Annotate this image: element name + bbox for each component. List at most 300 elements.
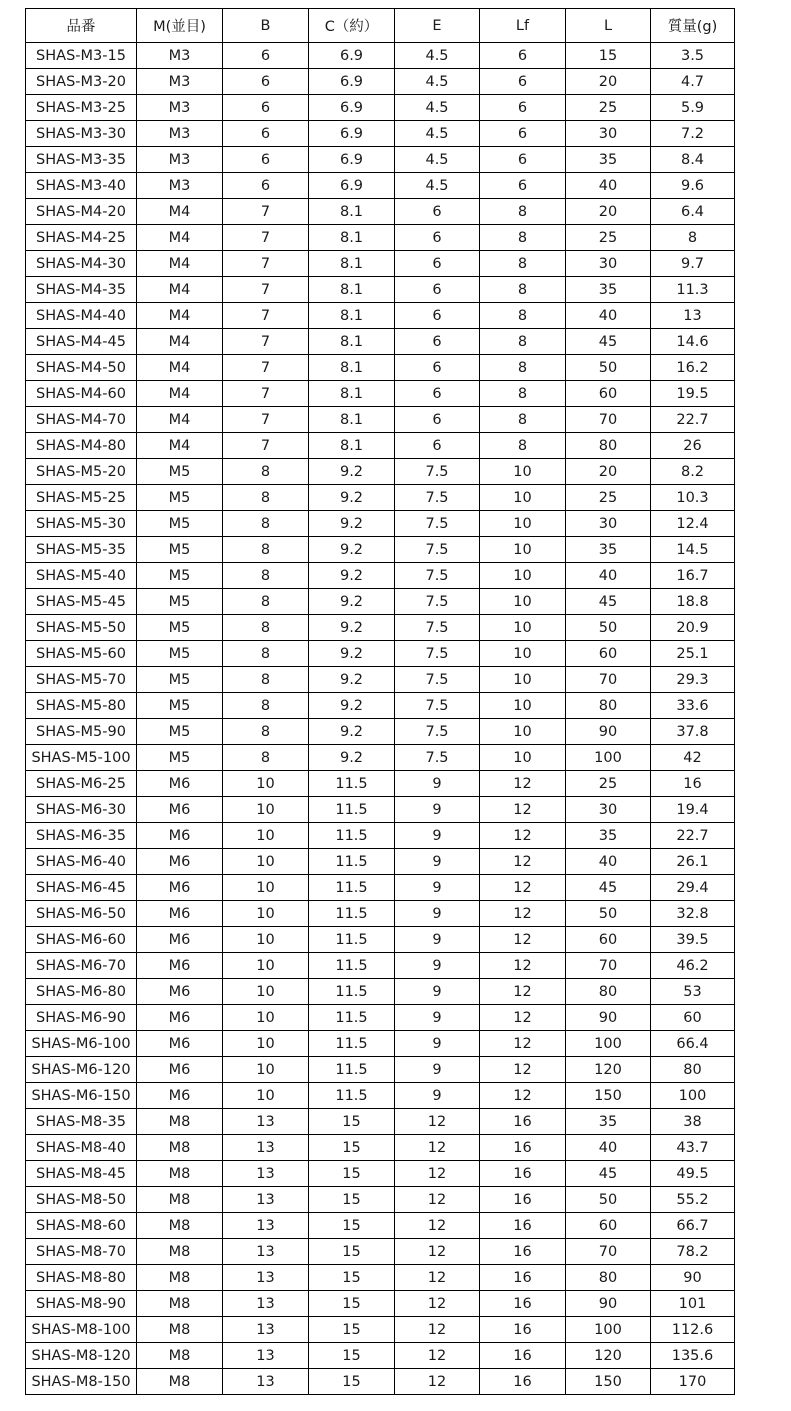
table-row [26, 771, 735, 797]
cell-part-number: SHAS-M8-70 [26, 1239, 137, 1265]
cell-part-number: SHAS-M8-150 [26, 1369, 137, 1395]
cell-mass: 14.6 [651, 329, 735, 355]
cell-part-number: SHAS-M6-35 [26, 823, 137, 849]
cell-lf: 12 [480, 979, 566, 1005]
cell-thread-size: M6 [137, 1031, 223, 1057]
cell-part-number: SHAS-M6-70 [26, 953, 137, 979]
cell-part-number: SHAS-M4-35 [26, 277, 137, 303]
cell-l: 120 [566, 1057, 651, 1083]
cell-thread-size: M3 [137, 43, 223, 69]
cell-c: 9.2 [309, 641, 395, 667]
table-row [26, 303, 735, 329]
table-row [26, 199, 735, 225]
cell-l: 50 [566, 1187, 651, 1213]
cell-lf: 8 [480, 329, 566, 355]
table-row [26, 1083, 735, 1109]
cell-mass: 19.4 [651, 797, 735, 823]
cell-b: 13 [223, 1109, 309, 1135]
cell-l: 50 [566, 901, 651, 927]
cell-b: 10 [223, 953, 309, 979]
cell-mass: 80 [651, 1057, 735, 1083]
cell-mass: 170 [651, 1369, 735, 1395]
table-row [26, 1057, 735, 1083]
table-row [26, 563, 735, 589]
table-row [26, 641, 735, 667]
cell-part-number: SHAS-M8-45 [26, 1161, 137, 1187]
cell-part-number: SHAS-M6-80 [26, 979, 137, 1005]
table-row [26, 537, 735, 563]
cell-l: 90 [566, 1005, 651, 1031]
cell-e: 9 [395, 1005, 480, 1031]
cell-b: 13 [223, 1291, 309, 1317]
cell-e: 12 [395, 1291, 480, 1317]
cell-e: 9 [395, 1083, 480, 1109]
cell-thread-size: M5 [137, 693, 223, 719]
cell-thread-size: M4 [137, 251, 223, 277]
cell-lf: 10 [480, 459, 566, 485]
cell-lf: 16 [480, 1343, 566, 1369]
cell-part-number: SHAS-M5-45 [26, 589, 137, 615]
cell-l: 70 [566, 1239, 651, 1265]
cell-e: 12 [395, 1109, 480, 1135]
cell-b: 7 [223, 407, 309, 433]
cell-mass: 33.6 [651, 693, 735, 719]
table-row [26, 121, 735, 147]
cell-thread-size: M5 [137, 641, 223, 667]
table-row [26, 823, 735, 849]
cell-b: 8 [223, 745, 309, 771]
cell-c: 9.2 [309, 537, 395, 563]
table-row [26, 693, 735, 719]
table-row [26, 485, 735, 511]
cell-thread-size: M6 [137, 901, 223, 927]
cell-lf: 8 [480, 251, 566, 277]
cell-mass: 22.7 [651, 407, 735, 433]
cell-b: 8 [223, 693, 309, 719]
cell-mass: 90 [651, 1265, 735, 1291]
cell-mass: 37.8 [651, 719, 735, 745]
cell-e: 12 [395, 1369, 480, 1395]
cell-c: 9.2 [309, 589, 395, 615]
cell-e: 9 [395, 771, 480, 797]
cell-l: 90 [566, 1291, 651, 1317]
cell-e: 9 [395, 1031, 480, 1057]
cell-part-number: SHAS-M8-90 [26, 1291, 137, 1317]
cell-l: 40 [566, 303, 651, 329]
cell-part-number: SHAS-M6-50 [26, 901, 137, 927]
table-row [26, 797, 735, 823]
cell-c: 15 [309, 1135, 395, 1161]
cell-thread-size: M3 [137, 173, 223, 199]
cell-e: 7.5 [395, 693, 480, 719]
cell-c: 8.1 [309, 199, 395, 225]
cell-b: 13 [223, 1265, 309, 1291]
cell-thread-size: M6 [137, 771, 223, 797]
cell-part-number: SHAS-M8-50 [26, 1187, 137, 1213]
cell-l: 60 [566, 1213, 651, 1239]
cell-b: 10 [223, 875, 309, 901]
cell-b: 8 [223, 459, 309, 485]
cell-l: 30 [566, 797, 651, 823]
cell-mass: 135.6 [651, 1343, 735, 1369]
cell-b: 8 [223, 615, 309, 641]
cell-lf: 8 [480, 225, 566, 251]
cell-e: 7.5 [395, 459, 480, 485]
cell-b: 8 [223, 719, 309, 745]
cell-thread-size: M4 [137, 225, 223, 251]
spec-table [25, 8, 735, 1395]
cell-l: 40 [566, 849, 651, 875]
cell-thread-size: M6 [137, 927, 223, 953]
cell-part-number: SHAS-M5-50 [26, 615, 137, 641]
cell-e: 4.5 [395, 173, 480, 199]
cell-e: 6 [395, 251, 480, 277]
header-thread-size: M(並目) [137, 9, 223, 43]
table-row [26, 1161, 735, 1187]
cell-mass: 9.7 [651, 251, 735, 277]
cell-mass: 8.4 [651, 147, 735, 173]
cell-mass: 19.5 [651, 381, 735, 407]
cell-c: 8.1 [309, 251, 395, 277]
cell-part-number: SHAS-M5-25 [26, 485, 137, 511]
cell-b: 6 [223, 69, 309, 95]
cell-mass: 16.2 [651, 355, 735, 381]
cell-thread-size: M8 [137, 1109, 223, 1135]
cell-l: 45 [566, 329, 651, 355]
cell-e: 7.5 [395, 485, 480, 511]
cell-b: 10 [223, 979, 309, 1005]
cell-lf: 12 [480, 927, 566, 953]
cell-c: 9.2 [309, 485, 395, 511]
cell-part-number: SHAS-M5-35 [26, 537, 137, 563]
cell-c: 6.9 [309, 121, 395, 147]
cell-e: 9 [395, 797, 480, 823]
cell-c: 11.5 [309, 771, 395, 797]
cell-mass: 10.3 [651, 485, 735, 511]
cell-l: 80 [566, 433, 651, 459]
cell-l: 45 [566, 589, 651, 615]
cell-c: 9.2 [309, 719, 395, 745]
cell-e: 12 [395, 1317, 480, 1343]
cell-b: 13 [223, 1317, 309, 1343]
cell-lf: 10 [480, 485, 566, 511]
cell-b: 10 [223, 823, 309, 849]
cell-c: 11.5 [309, 927, 395, 953]
cell-mass: 25.1 [651, 641, 735, 667]
cell-c: 9.2 [309, 563, 395, 589]
cell-l: 30 [566, 251, 651, 277]
cell-part-number: SHAS-M4-60 [26, 381, 137, 407]
cell-b: 7 [223, 277, 309, 303]
cell-mass: 16.7 [651, 563, 735, 589]
cell-thread-size: M5 [137, 485, 223, 511]
cell-mass: 9.6 [651, 173, 735, 199]
cell-l: 30 [566, 121, 651, 147]
cell-b: 10 [223, 771, 309, 797]
cell-thread-size: M5 [137, 615, 223, 641]
table-row [26, 1265, 735, 1291]
cell-lf: 8 [480, 381, 566, 407]
cell-l: 35 [566, 1109, 651, 1135]
cell-part-number: SHAS-M3-40 [26, 173, 137, 199]
cell-b: 8 [223, 563, 309, 589]
cell-e: 12 [395, 1187, 480, 1213]
cell-l: 45 [566, 1161, 651, 1187]
cell-c: 9.2 [309, 745, 395, 771]
table-row [26, 147, 735, 173]
cell-mass: 18.8 [651, 589, 735, 615]
table-row [26, 1187, 735, 1213]
cell-lf: 16 [480, 1187, 566, 1213]
cell-mass: 46.2 [651, 953, 735, 979]
cell-l: 80 [566, 1265, 651, 1291]
cell-c: 15 [309, 1343, 395, 1369]
cell-e: 7.5 [395, 511, 480, 537]
cell-e: 4.5 [395, 69, 480, 95]
table-row [26, 459, 735, 485]
cell-c: 8.1 [309, 433, 395, 459]
cell-e: 9 [395, 849, 480, 875]
cell-c: 11.5 [309, 901, 395, 927]
cell-lf: 16 [480, 1135, 566, 1161]
cell-part-number: SHAS-M5-80 [26, 693, 137, 719]
cell-l: 35 [566, 277, 651, 303]
cell-b: 13 [223, 1187, 309, 1213]
table-row [26, 173, 735, 199]
cell-thread-size: M5 [137, 667, 223, 693]
cell-part-number: SHAS-M6-60 [26, 927, 137, 953]
cell-mass: 7.2 [651, 121, 735, 147]
cell-lf: 12 [480, 823, 566, 849]
table-row [26, 225, 735, 251]
cell-e: 6 [395, 355, 480, 381]
cell-e: 7.5 [395, 719, 480, 745]
cell-l: 150 [566, 1369, 651, 1395]
table-row [26, 95, 735, 121]
cell-e: 4.5 [395, 43, 480, 69]
table-row [26, 381, 735, 407]
cell-thread-size: M6 [137, 823, 223, 849]
cell-c: 11.5 [309, 979, 395, 1005]
cell-part-number: SHAS-M5-40 [26, 563, 137, 589]
cell-thread-size: M5 [137, 589, 223, 615]
cell-mass: 22.7 [651, 823, 735, 849]
cell-lf: 12 [480, 1057, 566, 1083]
cell-mass: 8 [651, 225, 735, 251]
cell-c: 11.5 [309, 1083, 395, 1109]
cell-thread-size: M3 [137, 121, 223, 147]
cell-part-number: SHAS-M3-25 [26, 95, 137, 121]
cell-thread-size: M4 [137, 303, 223, 329]
cell-l: 80 [566, 693, 651, 719]
table-row [26, 1239, 735, 1265]
cell-mass: 13 [651, 303, 735, 329]
cell-c: 6.9 [309, 43, 395, 69]
cell-b: 6 [223, 147, 309, 173]
cell-part-number: SHAS-M5-100 [26, 745, 137, 771]
cell-part-number: SHAS-M8-80 [26, 1265, 137, 1291]
cell-l: 70 [566, 667, 651, 693]
cell-mass: 14.5 [651, 537, 735, 563]
cell-l: 100 [566, 745, 651, 771]
cell-lf: 16 [480, 1291, 566, 1317]
cell-b: 8 [223, 589, 309, 615]
cell-e: 9 [395, 1057, 480, 1083]
cell-part-number: SHAS-M4-70 [26, 407, 137, 433]
cell-c: 9.2 [309, 615, 395, 641]
cell-l: 20 [566, 459, 651, 485]
cell-mass: 53 [651, 979, 735, 1005]
cell-thread-size: M4 [137, 199, 223, 225]
table-row [26, 511, 735, 537]
cell-lf: 16 [480, 1265, 566, 1291]
cell-c: 6.9 [309, 173, 395, 199]
cell-part-number: SHAS-M4-40 [26, 303, 137, 329]
cell-mass: 32.8 [651, 901, 735, 927]
cell-e: 12 [395, 1161, 480, 1187]
cell-b: 10 [223, 1057, 309, 1083]
cell-lf: 16 [480, 1369, 566, 1395]
table-row [26, 277, 735, 303]
cell-mass: 112.6 [651, 1317, 735, 1343]
cell-b: 10 [223, 927, 309, 953]
cell-c: 15 [309, 1317, 395, 1343]
table-row [26, 407, 735, 433]
cell-thread-size: M6 [137, 1005, 223, 1031]
cell-lf: 10 [480, 719, 566, 745]
table-row [26, 719, 735, 745]
cell-c: 15 [309, 1291, 395, 1317]
cell-part-number: SHAS-M3-15 [26, 43, 137, 69]
cell-lf: 16 [480, 1109, 566, 1135]
table-row [26, 69, 735, 95]
cell-thread-size: M6 [137, 875, 223, 901]
table-row [26, 1135, 735, 1161]
cell-c: 11.5 [309, 849, 395, 875]
header-lf: Lf [480, 9, 566, 43]
cell-lf: 10 [480, 511, 566, 537]
cell-lf: 10 [480, 615, 566, 641]
cell-b: 8 [223, 511, 309, 537]
cell-mass: 100 [651, 1083, 735, 1109]
cell-b: 6 [223, 95, 309, 121]
cell-thread-size: M8 [137, 1343, 223, 1369]
cell-lf: 8 [480, 407, 566, 433]
cell-b: 7 [223, 329, 309, 355]
cell-e: 6 [395, 433, 480, 459]
table-row [26, 433, 735, 459]
table-row [26, 901, 735, 927]
cell-l: 40 [566, 563, 651, 589]
cell-lf: 16 [480, 1239, 566, 1265]
cell-l: 100 [566, 1317, 651, 1343]
cell-b: 10 [223, 1005, 309, 1031]
cell-e: 12 [395, 1265, 480, 1291]
cell-c: 11.5 [309, 1057, 395, 1083]
cell-lf: 10 [480, 693, 566, 719]
cell-b: 7 [223, 433, 309, 459]
cell-mass: 101 [651, 1291, 735, 1317]
cell-b: 13 [223, 1369, 309, 1395]
cell-thread-size: M4 [137, 277, 223, 303]
cell-l: 35 [566, 147, 651, 173]
cell-l: 50 [566, 615, 651, 641]
cell-b: 13 [223, 1343, 309, 1369]
cell-part-number: SHAS-M8-60 [26, 1213, 137, 1239]
table-row [26, 589, 735, 615]
cell-lf: 12 [480, 797, 566, 823]
cell-c: 8.1 [309, 355, 395, 381]
cell-lf: 6 [480, 69, 566, 95]
cell-e: 7.5 [395, 537, 480, 563]
table-row [26, 1343, 735, 1369]
cell-b: 8 [223, 641, 309, 667]
cell-c: 8.1 [309, 225, 395, 251]
cell-b: 10 [223, 797, 309, 823]
cell-thread-size: M3 [137, 69, 223, 95]
cell-c: 15 [309, 1239, 395, 1265]
cell-l: 35 [566, 823, 651, 849]
cell-mass: 20.9 [651, 615, 735, 641]
cell-part-number: SHAS-M5-20 [26, 459, 137, 485]
table-row [26, 1317, 735, 1343]
cell-part-number: SHAS-M8-40 [26, 1135, 137, 1161]
cell-c: 9.2 [309, 511, 395, 537]
header-l: L [566, 9, 651, 43]
cell-e: 7.5 [395, 563, 480, 589]
cell-b: 7 [223, 199, 309, 225]
cell-l: 60 [566, 641, 651, 667]
cell-e: 9 [395, 927, 480, 953]
cell-l: 150 [566, 1083, 651, 1109]
cell-lf: 8 [480, 303, 566, 329]
cell-lf: 10 [480, 745, 566, 771]
cell-e: 6 [395, 277, 480, 303]
cell-thread-size: M8 [137, 1213, 223, 1239]
cell-b: 10 [223, 901, 309, 927]
cell-c: 11.5 [309, 875, 395, 901]
table-row [26, 615, 735, 641]
cell-c: 11.5 [309, 1005, 395, 1031]
cell-part-number: SHAS-M3-30 [26, 121, 137, 147]
cell-mass: 49.5 [651, 1161, 735, 1187]
cell-l: 80 [566, 979, 651, 1005]
cell-e: 7.5 [395, 589, 480, 615]
cell-e: 9 [395, 823, 480, 849]
cell-part-number: SHAS-M5-70 [26, 667, 137, 693]
cell-e: 6 [395, 303, 480, 329]
cell-lf: 12 [480, 901, 566, 927]
cell-mass: 78.2 [651, 1239, 735, 1265]
cell-mass: 4.7 [651, 69, 735, 95]
cell-lf: 12 [480, 1031, 566, 1057]
cell-c: 15 [309, 1161, 395, 1187]
cell-lf: 6 [480, 95, 566, 121]
cell-e: 4.5 [395, 121, 480, 147]
cell-l: 25 [566, 95, 651, 121]
header-b: B [223, 9, 309, 43]
cell-mass: 38 [651, 1109, 735, 1135]
cell-l: 20 [566, 69, 651, 95]
cell-e: 6 [395, 199, 480, 225]
cell-lf: 6 [480, 147, 566, 173]
cell-mass: 16 [651, 771, 735, 797]
cell-thread-size: M6 [137, 1057, 223, 1083]
cell-e: 6 [395, 329, 480, 355]
cell-e: 7.5 [395, 667, 480, 693]
cell-lf: 12 [480, 1083, 566, 1109]
cell-c: 9.2 [309, 693, 395, 719]
